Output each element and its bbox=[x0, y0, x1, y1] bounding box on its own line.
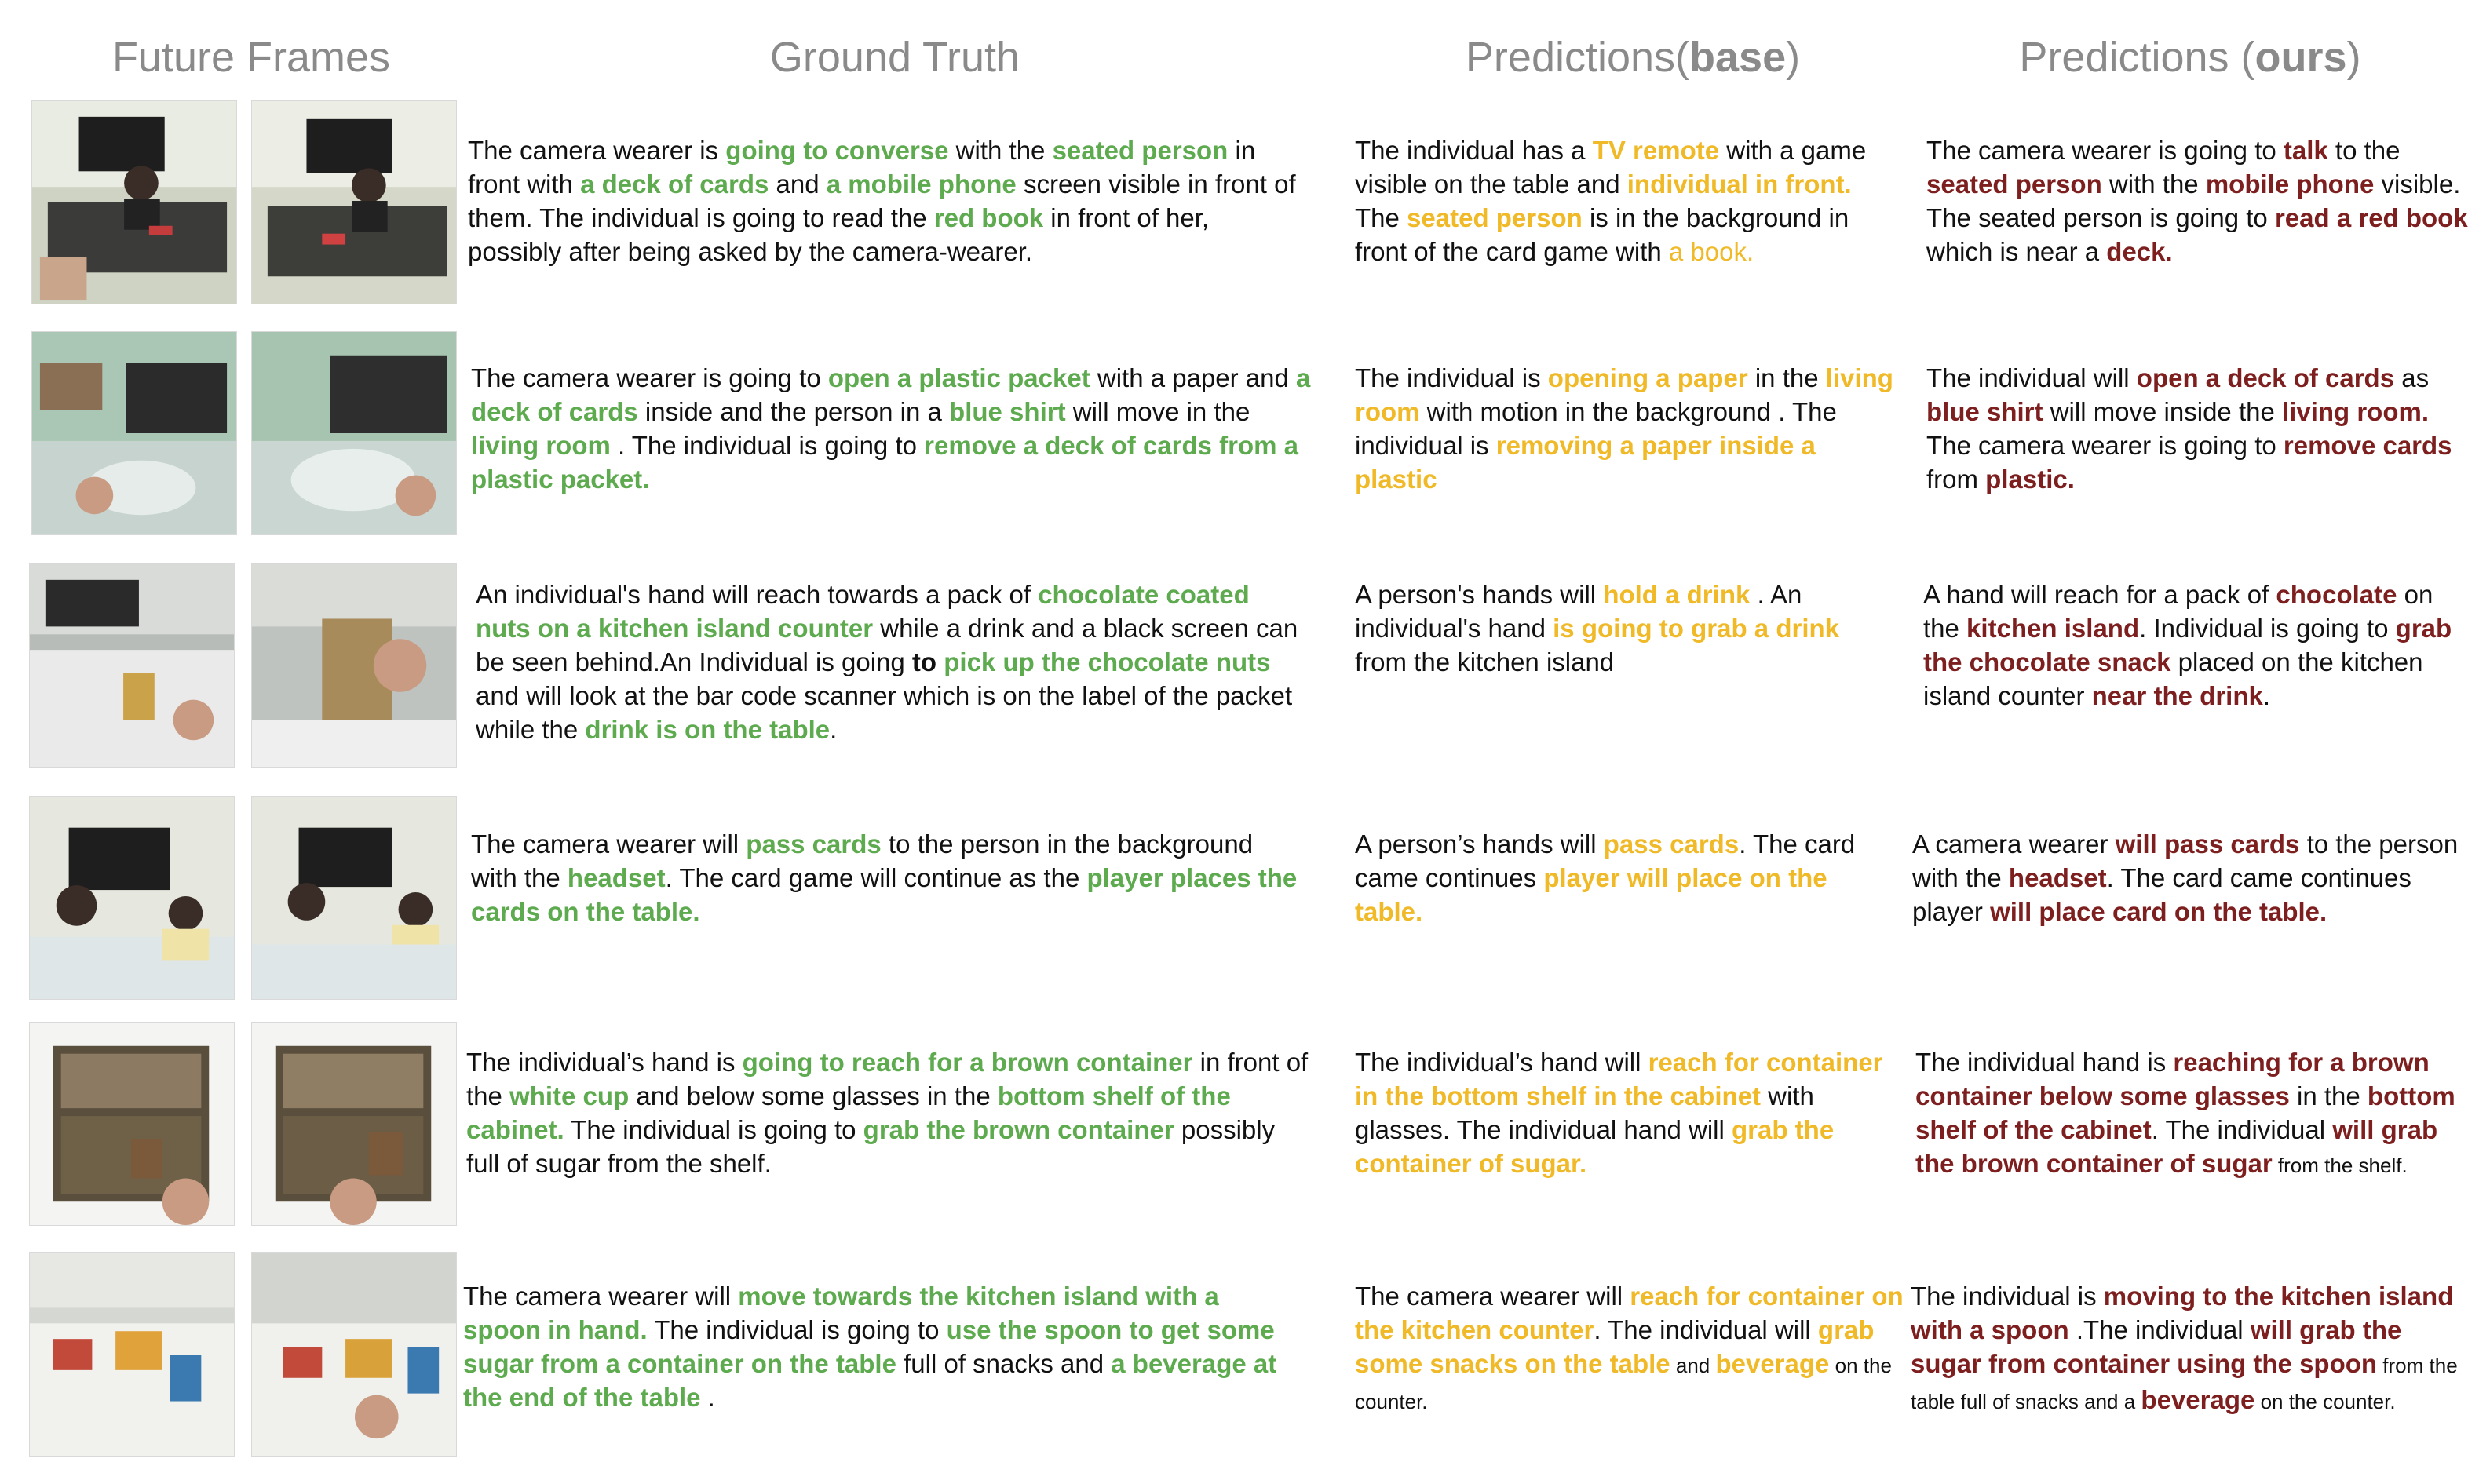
highlighted-phrase: TV remote bbox=[1592, 136, 1720, 165]
highlighted-phrase: drink is on the table bbox=[585, 715, 831, 744]
highlighted-phrase: a mobile phone bbox=[826, 170, 1017, 199]
text-segment: with the bbox=[948, 136, 1053, 165]
highlighted-phrase: grab the container of sugar. bbox=[1355, 1115, 1835, 1178]
highlighted-phrase: pass cards bbox=[746, 830, 882, 859]
header-ground-truth: Ground Truth bbox=[769, 34, 1020, 81]
text-segment: to the person with the bbox=[1912, 830, 2459, 892]
highlighted-phrase: hold a drink bbox=[1603, 580, 1751, 609]
highlighted-phrase: deck. bbox=[2106, 237, 2173, 266]
text-segment: possibly full of sugar from the shelf. bbox=[466, 1115, 1276, 1178]
highlighted-phrase: pick up the chocolate nuts bbox=[944, 647, 1271, 676]
text-segment: .The individual bbox=[2068, 1315, 2251, 1344]
text-segment: The individual is bbox=[1355, 363, 1548, 392]
text-segment: . The individual is going to bbox=[610, 431, 925, 460]
highlighted-phrase: is going to grab a drink bbox=[1553, 614, 1839, 643]
highlighted-phrase: open a deck of cards bbox=[2136, 363, 2395, 392]
text-segment: in front of the bbox=[466, 1048, 1309, 1110]
text-segment: as bbox=[2394, 363, 2430, 392]
highlighted-phrase: talk bbox=[2283, 136, 2328, 165]
prediction-base-text bbox=[1355, 578, 1897, 679]
highlighted-phrase: grab the brown container bbox=[863, 1115, 1174, 1144]
highlighted-phrase: reach for container on the kitchen counter bbox=[1355, 1282, 1904, 1344]
highlighted-phrase: read a red book bbox=[2274, 203, 2468, 232]
text-segment: and bbox=[769, 170, 827, 199]
highlighted-phrase: chocolate coated nuts on a kitchen island counter bbox=[476, 580, 1250, 643]
text-segment: to the person in the background with the bbox=[471, 830, 1254, 892]
highlighted-phrase: reach for container in the bottom shelf in the cabinet bbox=[1355, 1048, 1883, 1110]
highlighted-phrase: will grab the brown container of sugar bbox=[1915, 1115, 2438, 1178]
text-segment: . An individual's hand bbox=[1355, 580, 1802, 643]
text-segment: The individual’s hand will bbox=[1355, 1048, 1648, 1077]
ground-truth-text bbox=[463, 1279, 1303, 1414]
text-segment: on the bbox=[1923, 580, 2433, 643]
text-segment: . bbox=[830, 715, 838, 744]
text-segment: A person's hands will bbox=[1355, 580, 1604, 609]
highlighted-phrase: beverage bbox=[1715, 1349, 1830, 1378]
highlighted-phrase: kitchen island bbox=[1966, 614, 2140, 643]
text-segment: placed on the kitchen island counter bbox=[1923, 647, 2423, 710]
highlighted-phrase: opening a paper bbox=[1547, 363, 1748, 392]
text-segment: from the kitchen island bbox=[1355, 647, 1615, 676]
ground-truth-text bbox=[471, 827, 1303, 928]
highlighted-phrase: grab some snacks on the table bbox=[1355, 1315, 1875, 1378]
ground-truth-text bbox=[476, 578, 1308, 746]
highlighted-phrase: move towards the kitchen island with a spoon in hand. bbox=[463, 1282, 1219, 1344]
highlighted-phrase: player will place on the table. bbox=[1355, 863, 1827, 926]
highlighted-phrase: use the spoon to get some sugar from a container on the table bbox=[463, 1315, 1275, 1378]
highlighted-phrase: going to reach for a brown container bbox=[742, 1048, 1193, 1077]
header-predictions-base: Predictions(base) bbox=[1465, 34, 1801, 81]
text-segment: . bbox=[2262, 681, 2271, 710]
text-segment: on the counter. bbox=[1355, 1354, 1892, 1413]
text-segment: in the bbox=[2289, 1081, 2368, 1110]
text-segment: A camera wearer bbox=[1912, 830, 2116, 859]
text-segment: and below some glasses in the bbox=[629, 1081, 998, 1110]
highlighted-phrase: blue shirt bbox=[949, 397, 1066, 426]
text-segment: in front with bbox=[468, 136, 1256, 199]
text-segment: . Individual is going to bbox=[2139, 614, 2396, 643]
text-segment: with a game visible on the table and bbox=[1355, 136, 1867, 199]
frame-thumbnail bbox=[251, 1022, 457, 1226]
text-segment: . The card game will continue as the bbox=[665, 863, 1087, 892]
ground-truth-text bbox=[468, 133, 1308, 268]
prediction-base-text bbox=[1355, 133, 1897, 268]
text-segment: and bbox=[1670, 1354, 1716, 1377]
highlighted-phrase: moving to the kitchen island with a spoon bbox=[1911, 1282, 2454, 1344]
text-segment: The camera wearer will bbox=[1355, 1282, 1630, 1311]
prediction-ours-text bbox=[1926, 133, 2468, 268]
text-segment: while a drink and a black screen can be seen behind.An Individual is going bbox=[476, 614, 1298, 676]
text-segment: with the bbox=[2101, 170, 2206, 199]
text-segment: inside and the person in a bbox=[637, 397, 950, 426]
prediction-base-text bbox=[1355, 1279, 1904, 1419]
prediction-ours-text bbox=[1912, 827, 2462, 928]
frame-thumbnail bbox=[29, 1252, 235, 1457]
highlighted-phrase: remove cards bbox=[2283, 431, 2452, 460]
highlighted-phrase: to bbox=[911, 647, 937, 676]
frame-thumbnail bbox=[31, 100, 237, 304]
text-segment: The bbox=[1355, 203, 1407, 232]
text-segment: will move in the bbox=[1065, 397, 1250, 426]
ground-truth-text bbox=[471, 361, 1311, 496]
prediction-ours-text bbox=[1915, 1045, 2474, 1183]
text-segment: in the bbox=[1747, 363, 1826, 392]
frame-thumbnail bbox=[29, 1022, 235, 1226]
highlighted-phrase: remove a deck of cards from a plastic packet. bbox=[471, 431, 1299, 494]
highlighted-phrase: chocolate bbox=[2276, 580, 2397, 609]
highlighted-phrase: grab the chocolate snack bbox=[1923, 614, 2452, 676]
frame-thumbnail bbox=[251, 100, 457, 304]
frame-thumbnail bbox=[29, 563, 235, 768]
highlighted-phrase: a beverage at the end of the table bbox=[463, 1349, 1277, 1412]
highlighted-phrase: headset bbox=[2008, 863, 2107, 892]
frame-thumbnail bbox=[251, 796, 457, 1000]
text-segment: full of snacks and bbox=[896, 1349, 1112, 1378]
highlighted-phrase: seated person bbox=[1926, 170, 2102, 199]
text-segment: The camera wearer will bbox=[463, 1282, 739, 1311]
prediction-base-text bbox=[1355, 827, 1897, 928]
text-segment: will move inside the bbox=[2043, 397, 2282, 426]
text-segment: with glasses. The individual hand will bbox=[1355, 1081, 1814, 1144]
text-segment: . The card came continues player bbox=[1912, 863, 2411, 926]
highlighted-phrase: living room bbox=[1355, 363, 1893, 426]
prediction-ours-text bbox=[1926, 361, 2476, 496]
highlighted-phrase: a book. bbox=[1668, 237, 1754, 266]
frame-thumbnail bbox=[251, 1252, 457, 1457]
text-segment: visible. The seated person is going to bbox=[1926, 170, 2461, 232]
highlighted-phrase: near the drink bbox=[2091, 681, 2263, 710]
highlighted-phrase: living room. bbox=[2282, 397, 2430, 426]
text-segment: The individual has a bbox=[1355, 136, 1593, 165]
highlighted-phrase: a deck of cards bbox=[471, 363, 1311, 426]
highlighted-phrase: blue shirt bbox=[1926, 397, 2043, 426]
frame-thumbnail bbox=[29, 796, 235, 1000]
text-segment: The individual’s hand is bbox=[466, 1048, 743, 1077]
text-segment: The camera wearer is going to bbox=[1926, 431, 2284, 460]
highlighted-phrase: plastic. bbox=[1985, 465, 2075, 494]
text-segment: with a paper and bbox=[1090, 363, 1297, 392]
text-segment: from the shelf. bbox=[2272, 1154, 2408, 1177]
highlighted-phrase: going to converse bbox=[725, 136, 949, 165]
highlighted-phrase: red book bbox=[933, 203, 1044, 232]
header-future-frames: Future Frames bbox=[111, 34, 391, 81]
text-segment: is in the background in front of the card game with bbox=[1355, 203, 1849, 266]
text-segment: . The individual bbox=[2151, 1115, 2333, 1144]
highlighted-phrase: beverage bbox=[2141, 1385, 2255, 1414]
prediction-ours-text bbox=[1911, 1279, 2470, 1419]
text-segment: The individual is going to bbox=[647, 1315, 947, 1344]
text-segment: on the counter. bbox=[2254, 1390, 2396, 1413]
text-segment: The individual will bbox=[1926, 363, 2137, 392]
text-segment: from the table full of snacks and a bbox=[1911, 1354, 2458, 1413]
prediction-base-text bbox=[1355, 361, 1897, 496]
highlighted-phrase: open a plastic packet bbox=[827, 363, 1090, 392]
text-segment: which is near a bbox=[1926, 237, 2107, 266]
text-segment: from bbox=[1926, 465, 1986, 494]
text-segment: . bbox=[700, 1383, 715, 1412]
text-segment bbox=[936, 647, 944, 676]
text-segment: . The individual will bbox=[1594, 1315, 1818, 1344]
highlighted-phrase: will grab the sugar from container using the spoon bbox=[1911, 1315, 2402, 1378]
highlighted-phrase: individual in front. bbox=[1627, 170, 1852, 199]
highlighted-phrase: reaching for a brown container below some glasses bbox=[1915, 1048, 2430, 1110]
highlighted-phrase: will pass cards bbox=[2115, 830, 2300, 859]
prediction-ours-text bbox=[1923, 578, 2473, 713]
text-segment: The camera wearer will bbox=[471, 830, 747, 859]
header-predictions-ours: Predictions (ours) bbox=[2019, 34, 2361, 81]
prediction-base-text bbox=[1355, 1045, 1897, 1180]
highlighted-phrase: a deck of cards bbox=[580, 170, 769, 199]
frame-thumbnail bbox=[31, 331, 237, 535]
highlighted-phrase: seated person bbox=[1407, 203, 1583, 232]
highlighted-phrase: seated person bbox=[1052, 136, 1229, 165]
highlighted-phrase: living room bbox=[471, 431, 611, 460]
text-segment: screen visible in front of them. The individual is going to read the bbox=[468, 170, 1296, 232]
text-segment: and will look at the bar code scanner which is on the label of the packet while the bbox=[476, 681, 1293, 744]
text-segment: . The card came continues bbox=[1355, 830, 1856, 892]
text-segment: to the bbox=[2327, 136, 2401, 165]
text-segment: in front of her, possibly after being asked by the camera-wearer. bbox=[468, 203, 1210, 266]
text-segment: The individual is going to bbox=[564, 1115, 863, 1144]
frame-thumbnail bbox=[251, 563, 457, 768]
text-segment: A person’s hands will bbox=[1355, 830, 1604, 859]
highlighted-phrase: removing a paper inside a plastic bbox=[1355, 431, 1816, 494]
text-segment: The camera wearer is going to bbox=[1926, 136, 2284, 165]
highlighted-phrase: pass cards bbox=[1603, 830, 1740, 859]
text-segment: An individual's hand will reach towards a pack of bbox=[476, 580, 1039, 609]
text-segment: A hand will reach for a pack of bbox=[1923, 580, 2276, 609]
text-segment: The individual is bbox=[1911, 1282, 2104, 1311]
ground-truth-text bbox=[466, 1045, 1311, 1180]
highlighted-phrase: bottom shelf of the cabinet bbox=[1915, 1081, 2455, 1144]
text-segment: The camera wearer is going to bbox=[471, 363, 828, 392]
highlighted-phrase: white cup bbox=[509, 1081, 630, 1110]
highlighted-phrase: player places the cards on the table. bbox=[471, 863, 1298, 926]
highlighted-phrase: mobile phone bbox=[2205, 170, 2375, 199]
highlighted-phrase: headset bbox=[567, 863, 666, 892]
highlighted-phrase: will place card on the table. bbox=[1990, 897, 2327, 926]
frame-thumbnail bbox=[251, 331, 457, 535]
text-segment: with motion in the background . The individual is bbox=[1355, 397, 1837, 460]
text-segment: The camera wearer is bbox=[468, 136, 726, 165]
text-segment: The individual hand is bbox=[1915, 1048, 2174, 1077]
highlighted-phrase: bottom shelf of the cabinet. bbox=[466, 1081, 1231, 1144]
